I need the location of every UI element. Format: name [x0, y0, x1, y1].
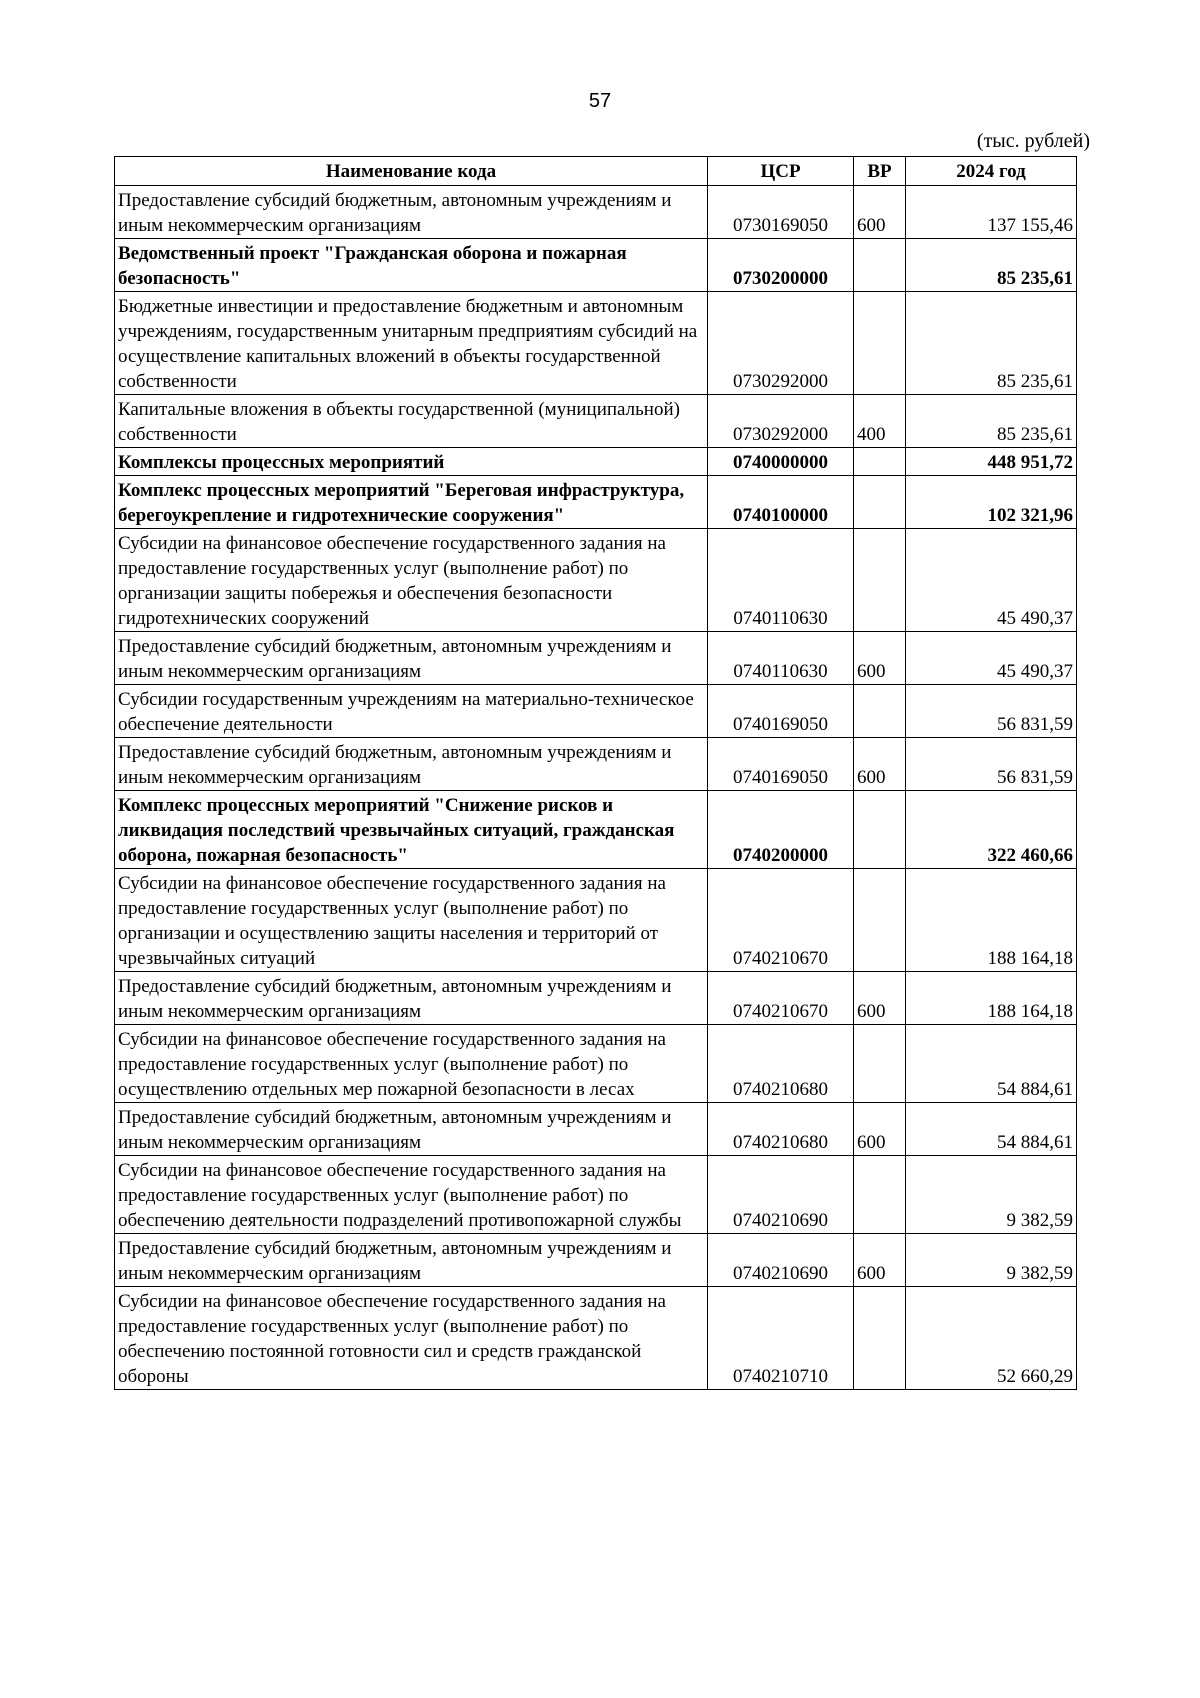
- header-row: [115, 157, 1077, 186]
- cell-vr: 600: [854, 1103, 906, 1156]
- table-row: [115, 529, 1077, 632]
- cell-name: Предоставление субсидий бюджетным, автономным учреждениям и иным некоммерческим организациям: [115, 1103, 708, 1156]
- cell-vr: [854, 791, 906, 869]
- cell-csr: 0740210710: [708, 1287, 854, 1390]
- table-row: [115, 738, 1077, 791]
- cell-sum: 9 382,59: [906, 1156, 1077, 1234]
- cell-vr: 600: [854, 972, 906, 1025]
- table-row: [115, 1156, 1077, 1234]
- table-row: [115, 395, 1077, 448]
- cell-csr: 0730292000: [708, 395, 854, 448]
- cell-name: Бюджетные инвестиции и предоставление бюджетным и автономным учреждениям, государственным унитарным предприятиям субсидий на осуществление капитальных вложений в объекты государственной собственности: [115, 292, 708, 395]
- cell-sum: 85 235,61: [906, 239, 1077, 292]
- cell-csr: 0740200000: [708, 791, 854, 869]
- cell-csr: 0740100000: [708, 476, 854, 529]
- cell-name: Капитальные вложения в объекты государственной (муниципальной) собственности: [115, 395, 708, 448]
- cell-sum: 56 831,59: [906, 738, 1077, 791]
- cell-sum: 188 164,18: [906, 869, 1077, 972]
- cell-sum: 102 321,96: [906, 476, 1077, 529]
- cell-sum: 45 490,37: [906, 632, 1077, 685]
- cell-vr: [854, 448, 906, 476]
- cell-name: Предоставление субсидий бюджетным, автономным учреждениям и иным некоммерческим организациям: [115, 972, 708, 1025]
- cell-vr: [854, 476, 906, 529]
- header-csr: ЦСР: [708, 157, 854, 186]
- cell-vr: 400: [854, 395, 906, 448]
- cell-sum: 188 164,18: [906, 972, 1077, 1025]
- cell-vr: [854, 529, 906, 632]
- cell-vr: 600: [854, 186, 906, 239]
- unit-note: (тыс. рублей): [976, 130, 1090, 152]
- cell-vr: [854, 869, 906, 972]
- cell-csr: 0730169050: [708, 186, 854, 239]
- cell-sum: 45 490,37: [906, 529, 1077, 632]
- cell-name: Субсидии на финансовое обеспечение государственного задания на предоставление государственных услуг (выполнение работ) по организации защиты побережья и обеспечения безопасности гидротехнических сооружений: [115, 529, 708, 632]
- table-row: [115, 869, 1077, 972]
- cell-sum: 85 235,61: [906, 395, 1077, 448]
- cell-name: Субсидии на финансовое обеспечение государственного задания на предоставление государственных услуг (выполнение работ) по организации и осуществлению защиты населения и территорий от чрезвычайных ситуаций: [115, 869, 708, 972]
- cell-sum: 54 884,61: [906, 1103, 1077, 1156]
- table-row: [115, 685, 1077, 738]
- cell-name: Предоставление субсидий бюджетным, автономным учреждениям и иным некоммерческим организациям: [115, 1234, 708, 1287]
- cell-csr: 0740000000: [708, 448, 854, 476]
- cell-vr: [854, 239, 906, 292]
- cell-vr: [854, 292, 906, 395]
- cell-csr: 0740210680: [708, 1025, 854, 1103]
- table-row: [115, 972, 1077, 1025]
- cell-csr: 0730200000: [708, 239, 854, 292]
- cell-name: Субсидии на финансовое обеспечение государственного задания на предоставление государственных услуг (выполнение работ) по осуществлению отдельных мер пожарной безопасности в лесах: [115, 1025, 708, 1103]
- page-number: 57: [588, 90, 612, 112]
- cell-csr: 0740210690: [708, 1156, 854, 1234]
- table-row: [115, 791, 1077, 869]
- table-row: [115, 448, 1077, 476]
- cell-name: Субсидии на финансовое обеспечение государственного задания на предоставление государственных услуг (выполнение работ) по обеспечению постоянной готовности сил и средств гражданской обороны: [115, 1287, 708, 1390]
- table-row: [115, 1287, 1077, 1390]
- table-row: [115, 632, 1077, 685]
- cell-name: Субсидии на финансовое обеспечение государственного задания на предоставление государственных услуг (выполнение работ) по обеспечению деятельности подразделений противопожарной службы: [115, 1156, 708, 1234]
- cell-sum: 56 831,59: [906, 685, 1077, 738]
- budget-table: [114, 156, 1077, 1390]
- cell-name: Предоставление субсидий бюджетным, автономным учреждениям и иным некоммерческим организациям: [115, 186, 708, 239]
- cell-vr: [854, 1287, 906, 1390]
- table-header: [115, 157, 1077, 186]
- table-row: [115, 1234, 1077, 1287]
- cell-name: Предоставление субсидий бюджетным, автономным учреждениям и иным некоммерческим организациям: [115, 738, 708, 791]
- cell-sum: 54 884,61: [906, 1025, 1077, 1103]
- table-row: [115, 476, 1077, 529]
- cell-csr: 0740169050: [708, 738, 854, 791]
- cell-sum: 322 460,66: [906, 791, 1077, 869]
- table-row: [115, 239, 1077, 292]
- table-row: [115, 1025, 1077, 1103]
- table-row: [115, 1103, 1077, 1156]
- cell-sum: 52 660,29: [906, 1287, 1077, 1390]
- cell-sum: 85 235,61: [906, 292, 1077, 395]
- cell-csr: 0740210690: [708, 1234, 854, 1287]
- cell-csr: 0740110630: [708, 529, 854, 632]
- table-row: [115, 292, 1077, 395]
- cell-csr: 0740210680: [708, 1103, 854, 1156]
- header-name: Наименование кода: [115, 157, 708, 186]
- cell-sum: 448 951,72: [906, 448, 1077, 476]
- cell-sum: 9 382,59: [906, 1234, 1077, 1287]
- cell-name: Комплекс процессных мероприятий "Береговая инфраструктура, берегоукрепление и гидротехнические сооружения": [115, 476, 708, 529]
- cell-name: Комплекс процессных мероприятий "Снижение рисков и ликвидация последствий чрезвычайных ситуаций, гражданская оборона, пожарная безопасность": [115, 791, 708, 869]
- cell-csr: 0740210670: [708, 972, 854, 1025]
- header-sum: 2024 год: [906, 157, 1077, 186]
- cell-name: Комплексы процессных мероприятий: [115, 448, 708, 476]
- cell-csr: 0740210670: [708, 869, 854, 972]
- cell-csr: 0730292000: [708, 292, 854, 395]
- header-vr: ВР: [854, 157, 906, 186]
- cell-name: Субсидии государственным учреждениям на материально-техническое обеспечение деятельности: [115, 685, 708, 738]
- cell-vr: 600: [854, 632, 906, 685]
- cell-name: Предоставление субсидий бюджетным, автономным учреждениям и иным некоммерческим организациям: [115, 632, 708, 685]
- cell-vr: [854, 1025, 906, 1103]
- cell-name: Ведомственный проект "Гражданская оборона и пожарная безопасность": [115, 239, 708, 292]
- cell-csr: 0740110630: [708, 632, 854, 685]
- cell-vr: 600: [854, 738, 906, 791]
- cell-vr: [854, 685, 906, 738]
- cell-vr: 600: [854, 1234, 906, 1287]
- cell-sum: 137 155,46: [906, 186, 1077, 239]
- cell-csr: 0740169050: [708, 685, 854, 738]
- table-body: [115, 186, 1077, 1390]
- cell-vr: [854, 1156, 906, 1234]
- table-row: [115, 186, 1077, 239]
